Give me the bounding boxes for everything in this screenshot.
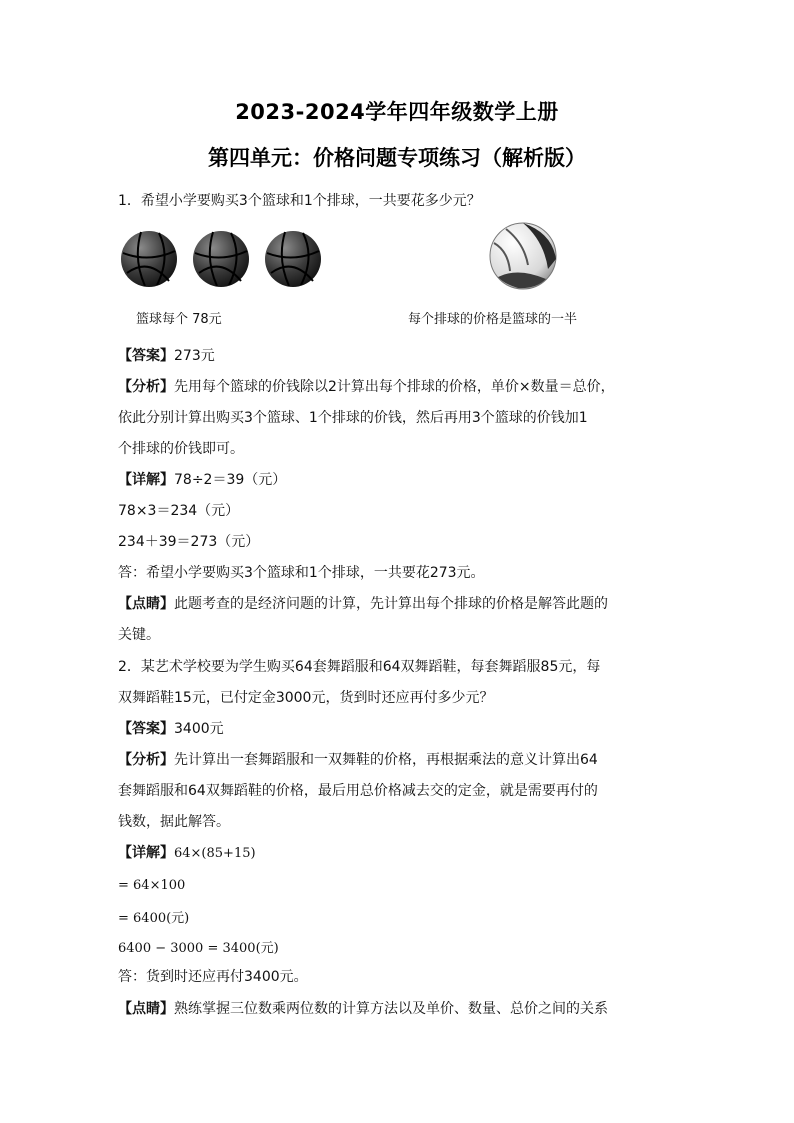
basketball-image-3: [263, 229, 323, 289]
q2-comment-line-1: [118, 999, 678, 1019]
analysis-tag: 【分析】: [118, 752, 174, 768]
q2-detail-line-3: = 6400(元): [118, 911, 190, 926]
q1-detail-line-3: 234＋39＝273（元）: [118, 534, 260, 550]
detail-tag: 【详解】: [118, 845, 174, 861]
analysis-tag: 【分析】: [118, 379, 174, 395]
basketball-image-1: [119, 229, 179, 289]
q2-analysis-line-1: [118, 750, 678, 770]
q1-answer: [118, 346, 678, 366]
basketball-caption: 篮球每个 78元: [136, 312, 222, 327]
volleyball-caption: 每个排球的价格是篮球的一半: [408, 312, 578, 327]
comment-text: 熟练掌握三位数乘两位数的计算方法以及单价、数量、总价之间的关系: [174, 1001, 608, 1017]
q1-detail-line-1: [118, 470, 678, 490]
q1-analysis-line-2: 依此分别计算出购买3个篮球、1个排球的价钱，然后再用3个篮球的价钱加1: [118, 410, 588, 426]
detail-tag: 【详解】: [118, 472, 174, 488]
answer-value: 273元: [174, 348, 215, 364]
analysis-text: 先用每个篮球的价钱除以2计算出每个排球的价格，单价×数量＝总价，: [174, 379, 615, 395]
q2-analysis-line-3: 钱数，据此解答。: [118, 814, 230, 830]
volleyball-image: [488, 221, 558, 291]
basketball-image-2: [191, 229, 251, 289]
answer-tag: 【答案】: [118, 348, 174, 364]
document-subtitle: 第四单元：价格问题专项练习（解析版）: [208, 146, 586, 170]
comment-tag: 【点睛】: [118, 1001, 174, 1017]
q2-question-line-2: 双舞蹈鞋15元，已付定金3000元，货到时还应再付多少元？: [118, 690, 494, 706]
answer-value: 3400元: [174, 721, 224, 737]
comment-tag: 【点睛】: [118, 596, 174, 612]
q1-comment-line-1: [118, 594, 678, 614]
q2-answer: [118, 719, 678, 739]
q2-detail-line-1: [118, 843, 678, 864]
detail-formula: 64×(85+15): [174, 846, 256, 861]
answer-tag: 【答案】: [118, 721, 174, 737]
q1-comment-line-2: 关键。: [118, 627, 160, 643]
q2-detail-line-2: = 64×100: [118, 878, 186, 893]
q1-question: 1．希望小学要购买3个篮球和1个排球，一共要花多少元？: [118, 193, 481, 209]
document-title: 2023-2024学年四年级数学上册: [235, 100, 559, 124]
q2-question-line-1: 2．某艺术学校要为学生购买64套舞蹈服和64双舞蹈鞋，每套舞蹈服85元，每: [118, 659, 601, 675]
q1-reply: 答：希望小学要购买3个篮球和1个排球，一共要花273元。: [118, 565, 485, 581]
q1-analysis-line-1: [118, 377, 678, 397]
q2-analysis-line-2: 套舞蹈服和64双舞蹈鞋的价格，最后用总价格减去交的定金，就是需要再付的: [118, 783, 598, 799]
q2-reply: 答：货到时还应再付3400元。: [118, 969, 308, 985]
detail-text: 78÷2＝39（元）: [174, 472, 287, 488]
analysis-text: 先计算出一套舞蹈服和一双舞鞋的价格，再根据乘法的意义计算出64: [174, 752, 598, 768]
q1-detail-line-2: 78×3＝234（元）: [118, 503, 240, 519]
q2-detail-line-4: 6400 − 3000 = 3400(元): [118, 941, 279, 956]
comment-text: 此题考查的是经济问题的计算，先计算出每个排球的价格是解答此题的: [174, 596, 608, 612]
q1-analysis-line-3: 个排球的价钱即可。: [118, 441, 244, 457]
